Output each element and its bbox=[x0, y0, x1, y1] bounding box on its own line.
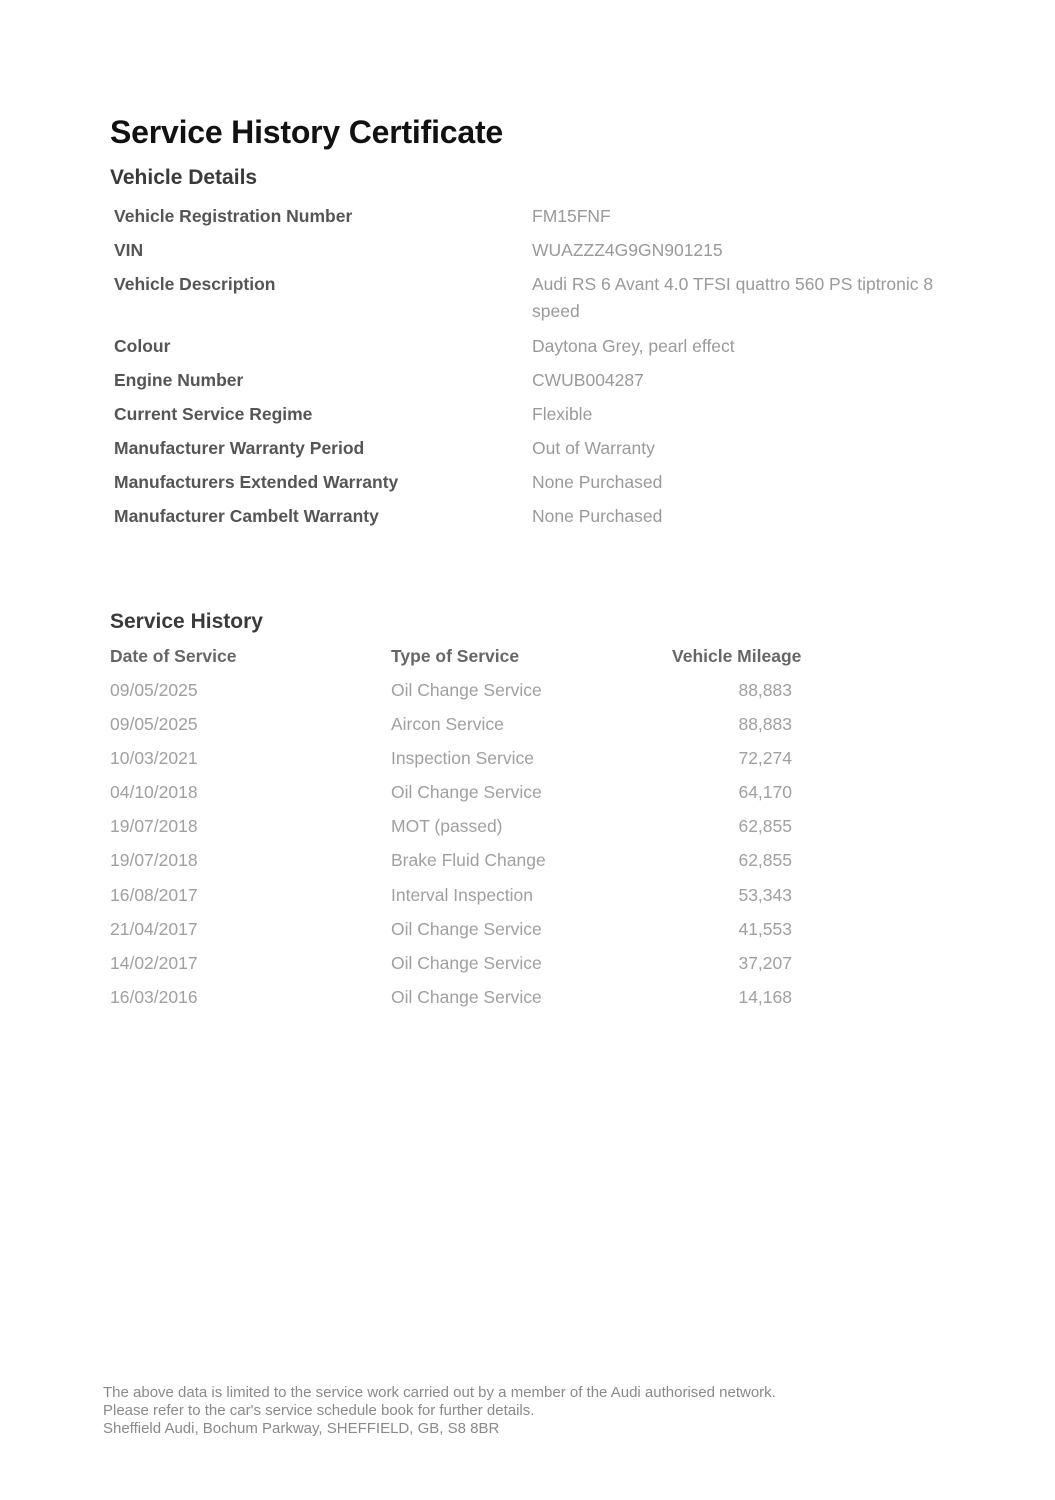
service-date: 19/07/2018 bbox=[110, 816, 198, 837]
service-mileage: 62,855 bbox=[738, 850, 792, 871]
detail-label: VIN bbox=[114, 240, 144, 260]
detail-label: Colour bbox=[114, 336, 171, 356]
service-mileage: 88,883 bbox=[738, 714, 792, 735]
footer-disclaimer bbox=[103, 1384, 1003, 1438]
detail-label: Current Service Regime bbox=[114, 404, 313, 424]
footer-line: Please refer to the car's service schedule book for further details. bbox=[103, 1402, 535, 1419]
detail-label: Manufacturers Extended Warranty bbox=[114, 472, 399, 492]
detail-value: WUAZZZ4G9GN901215 bbox=[532, 240, 723, 260]
service-type: Inspection Service bbox=[391, 748, 534, 769]
dealer-address: Sheffield Audi, Bochum Parkway, SHEFFIELD, GB, S8 8BR bbox=[103, 1420, 500, 1437]
table-header bbox=[110, 645, 870, 679]
table-row bbox=[110, 781, 870, 815]
detail-value: Out of Warranty bbox=[532, 438, 655, 458]
service-mileage: 88,883 bbox=[738, 680, 792, 700]
table-row bbox=[110, 918, 870, 952]
vehicle-details-heading: Vehicle Details bbox=[110, 166, 258, 189]
detail-value: None Purchased bbox=[532, 506, 663, 526]
detail-label: Manufacturer Cambelt Warranty bbox=[114, 506, 379, 526]
service-type: Aircon Service bbox=[391, 714, 504, 735]
detail-row-extended-warranty bbox=[114, 471, 954, 505]
detail-row-service-regime bbox=[114, 403, 954, 437]
service-date: 16/08/2017 bbox=[110, 884, 198, 905]
service-date: 09/05/2025 bbox=[110, 680, 198, 700]
detail-value: Audi RS 6 Avant 4.0 TFSI quattro 560 PS tiptronic 8 speed bbox=[532, 274, 934, 321]
service-date: 04/10/2018 bbox=[110, 782, 198, 803]
detail-value: None Purchased bbox=[532, 472, 663, 492]
service-history-table bbox=[110, 645, 870, 1020]
detail-row-warranty-period bbox=[114, 437, 954, 471]
table-row bbox=[110, 747, 870, 781]
service-mileage: 14,168 bbox=[738, 986, 792, 1007]
service-type: Interval Inspection bbox=[391, 884, 534, 905]
service-history-heading: Service History bbox=[110, 610, 263, 633]
detail-row-engine-number bbox=[114, 369, 954, 403]
service-type: Brake Fluid Change bbox=[391, 850, 546, 871]
service-type: Oil Change Service bbox=[391, 986, 542, 1007]
page-title: Service History Certificate bbox=[110, 114, 504, 150]
vehicle-details-list bbox=[114, 205, 954, 539]
service-mileage: 41,553 bbox=[738, 918, 792, 939]
service-mileage: 72,274 bbox=[738, 748, 792, 769]
detail-row-colour bbox=[114, 335, 954, 369]
detail-row-registration bbox=[114, 205, 954, 239]
detail-row-vin bbox=[114, 239, 954, 273]
column-header-mileage: Vehicle Mileage bbox=[672, 646, 802, 666]
detail-label: Manufacturer Warranty Period bbox=[114, 438, 365, 458]
detail-value: Flexible bbox=[532, 404, 593, 424]
column-header-date: Date of Service bbox=[110, 646, 237, 666]
service-date: 19/07/2018 bbox=[110, 850, 198, 871]
service-type: Oil Change Service bbox=[391, 680, 542, 700]
detail-value: Daytona Grey, pearl effect bbox=[532, 336, 735, 356]
service-date: 16/03/2016 bbox=[110, 986, 198, 1007]
detail-value: FM15FNF bbox=[532, 206, 611, 226]
service-type: Oil Change Service bbox=[391, 782, 542, 803]
table-row bbox=[110, 849, 870, 883]
detail-label: Engine Number bbox=[114, 370, 244, 390]
table-row bbox=[110, 713, 870, 747]
service-date: 09/05/2025 bbox=[110, 714, 198, 735]
service-mileage: 64,170 bbox=[738, 782, 792, 803]
detail-label: Vehicle Description bbox=[114, 274, 276, 294]
table-row bbox=[110, 884, 870, 918]
detail-row-cambelt-warranty bbox=[114, 505, 954, 539]
detail-value: CWUB004287 bbox=[532, 370, 644, 390]
detail-row-description bbox=[114, 273, 954, 335]
table-row bbox=[110, 952, 870, 986]
service-date: 10/03/2021 bbox=[110, 748, 198, 769]
service-date: 14/02/2017 bbox=[110, 952, 198, 973]
column-header-type: Type of Service bbox=[391, 646, 520, 666]
service-type: MOT (passed) bbox=[391, 816, 503, 837]
service-type: Oil Change Service bbox=[391, 952, 542, 973]
service-type: Oil Change Service bbox=[391, 918, 542, 939]
footer-line: The above data is limited to the service work carried out by a member of the Audi authorised network. bbox=[103, 1384, 776, 1401]
service-mileage: 37,207 bbox=[738, 952, 792, 973]
detail-label: Vehicle Registration Number bbox=[114, 206, 353, 226]
table-row bbox=[110, 679, 870, 713]
service-date: 21/04/2017 bbox=[110, 918, 198, 939]
service-mileage: 53,343 bbox=[738, 884, 792, 905]
table-row bbox=[110, 986, 870, 1020]
table-row bbox=[110, 815, 870, 849]
service-mileage: 62,855 bbox=[738, 816, 792, 837]
